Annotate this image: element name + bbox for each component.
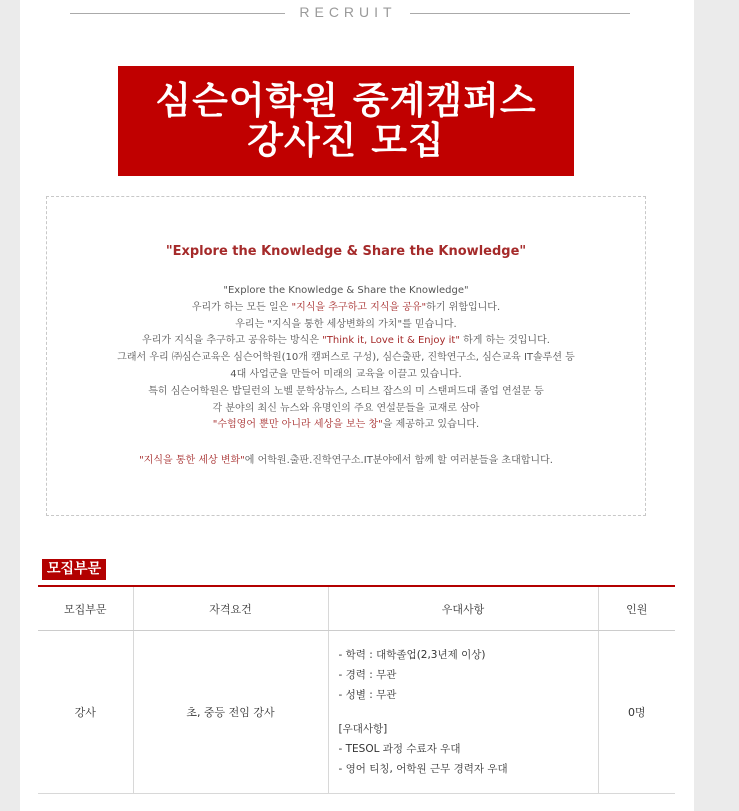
perk-heading: [우대사항] <box>338 723 388 735</box>
intro-box <box>46 196 646 516</box>
intro-line: 4대 사업군을 만들어 미래의 교육을 이끌고 있습니다. <box>230 368 462 380</box>
recruit-page <box>20 0 694 811</box>
perk-item: - 성별 : 무관 <box>338 689 397 701</box>
intro-line <box>47 333 645 350</box>
recruit-heading: RECRUIT <box>299 4 397 20</box>
banner-title-line-1: 심슨어학원 중계캠퍼스 <box>155 79 537 122</box>
division-cell: 강사 <box>38 631 133 794</box>
column-header: 모집부문 <box>38 587 133 631</box>
intro-text: 에 어학원.출판.진학연구소.IT분야에서 함께 할 여러분들을 초대합니다. <box>244 455 553 466</box>
intro-text: 우리가 하는 모든 일은 <box>191 301 292 313</box>
intro-line: 특히 심슨어학원은 밥딜런의 노벨 문학상뉴스, 스티브 잡스의 미 스탠퍼드대 졸업 연설문 등 <box>148 385 544 397</box>
perk-item: - TESOL 과정 수료자 우대 <box>338 743 461 755</box>
header-divider-right <box>410 13 630 14</box>
perk-spacer <box>339 705 597 719</box>
intro-line: 그래서 우리 ㈜심슨교육은 심슨어학원(10개 캠퍼스로 구성), 심슨출판, 진학연구소, 심슨교육 IT솔루션 등 <box>117 352 575 364</box>
section-label: 모집부문 <box>42 559 106 580</box>
qualification-cell: 초, 중등 전임 강사 <box>133 631 328 794</box>
intro-text: 하기 위함입니다. <box>426 301 501 313</box>
recruit-table <box>38 587 675 794</box>
column-header: 자격요건 <box>133 587 328 631</box>
title-banner <box>118 66 574 176</box>
perks-cell <box>328 631 598 794</box>
intro-highlight: "수험영어 뿐만 아니라 세상을 보는 창" <box>212 419 383 431</box>
intro-line: "Explore the Knowledge & Share the Knowledge" <box>223 285 469 296</box>
header-divider-left <box>70 13 285 14</box>
perk-item: - 경력 : 무관 <box>338 669 397 681</box>
intro-body <box>47 283 645 434</box>
count-cell: 0명 <box>598 631 675 794</box>
banner-title-line-2: 강사진 모집 <box>247 119 445 162</box>
table-row <box>38 631 675 794</box>
perk-item: - 학력 : 대학졸업(2,3년제 이상) <box>338 649 486 661</box>
intro-line: 우리는 "지식을 통한 세상변화의 가치"를 믿습니다. <box>235 318 457 330</box>
intro-closing <box>47 451 645 466</box>
recruit-header <box>70 0 630 26</box>
table-header-row <box>38 587 675 631</box>
intro-text: 하게 하는 것입니다. <box>459 335 550 347</box>
intro-text: 우리가 지식을 추구하고 공유하는 방식은 <box>142 335 323 347</box>
intro-line <box>47 417 645 434</box>
column-header: 우대사항 <box>328 587 598 631</box>
intro-line: 각 분야의 최신 뉴스와 유명인의 주요 연설문들을 교재로 삼아 <box>212 402 480 414</box>
intro-line <box>47 300 645 317</box>
perk-item: - 영어 티칭, 어학원 근무 경력자 우대 <box>338 763 508 775</box>
column-header: 인원 <box>598 587 675 631</box>
intro-highlight: "지식을 추구하고 지식을 공유" <box>291 301 427 313</box>
intro-highlight: "Think it, Love it & Enjoy it" <box>322 335 460 347</box>
intro-highlight: "지식을 통한 세상 변화" <box>139 455 245 466</box>
intro-headline: "Explore the Knowledge & Share the Knowledge" <box>165 244 527 259</box>
intro-text: 을 제공하고 있습니다. <box>382 419 480 431</box>
